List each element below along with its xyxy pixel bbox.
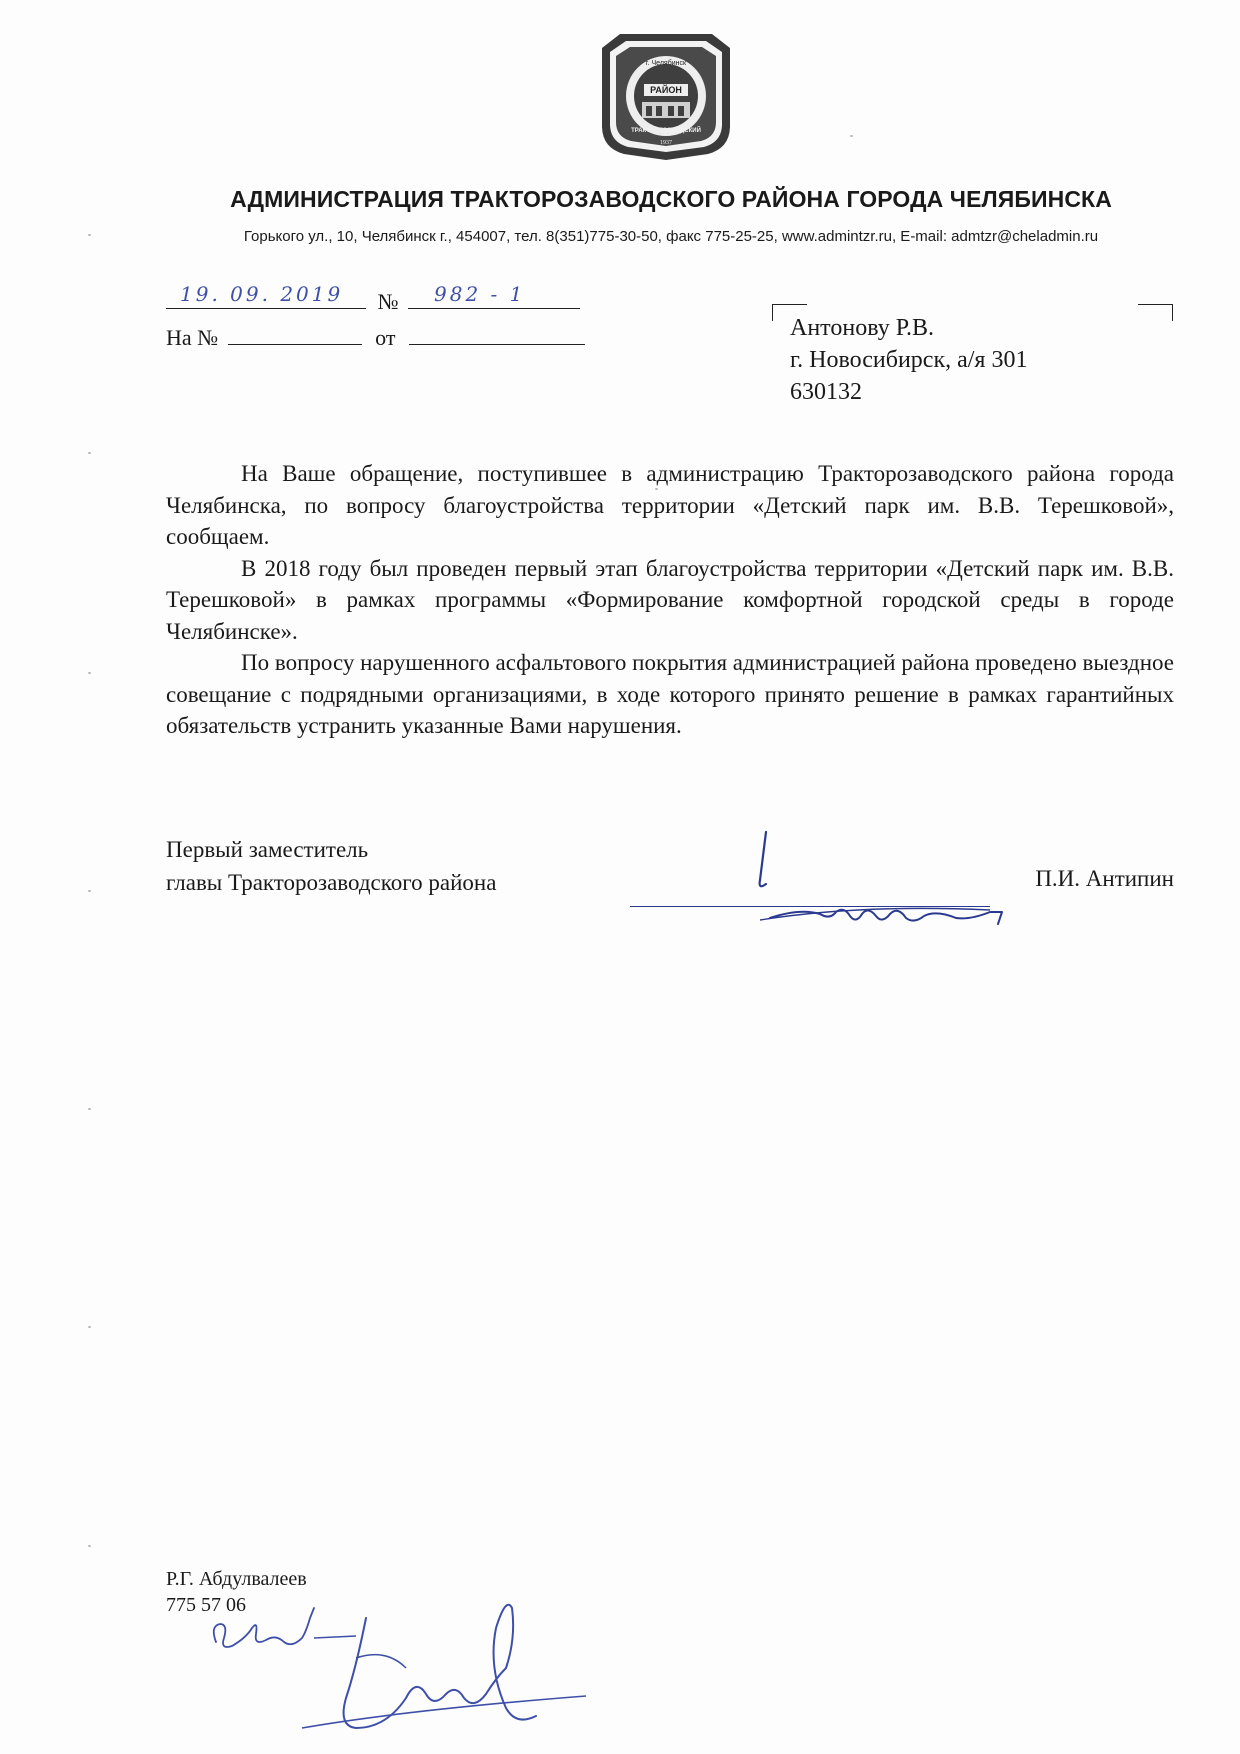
letter-body xyxy=(166,458,1174,742)
handwritten-number: 982 - 1 xyxy=(434,282,526,306)
signer-position-line2: главы Тракторозаводского района xyxy=(166,870,497,895)
scan-speck xyxy=(88,452,91,454)
body-paragraph: В 2018 году был проведен первый этап благоустройства территории «Детский парк им. В.В. Терешковой» в рамках программы «Формирование комфортной городской среды в городе Челябинске». xyxy=(166,555,1174,644)
scan-speck xyxy=(655,488,658,490)
signer-name: П.И. Антипин xyxy=(1035,866,1174,891)
reference-label: На № xyxy=(166,325,219,350)
district-emblem xyxy=(596,30,736,162)
addressee-address: г. Новосибирск, а/я 301 xyxy=(790,347,1028,373)
emblem-year-text: 1937 xyxy=(660,140,672,146)
body-paragraph: На Ваше обращение, поступившее в администрацию Тракторозаводского района города Челябинска, по вопросу благоустройства территории «Детский парк им. В.В. Терешковой», сообщаем. xyxy=(166,461,1174,549)
emblem-district-text: РАЙОН xyxy=(650,85,682,95)
scan-speck xyxy=(88,1326,91,1328)
scan-speck xyxy=(88,234,91,236)
registration-date-line xyxy=(166,282,580,315)
reference-number-field xyxy=(228,322,362,345)
executor-phone: 775 57 06 xyxy=(166,1594,246,1616)
signer-position xyxy=(166,833,496,899)
scan-speck xyxy=(88,1545,91,1547)
addressee-name: Антонову Р.В. xyxy=(790,315,935,341)
reference-from-label: от xyxy=(375,325,396,350)
scan-speck xyxy=(850,135,853,137)
body-paragraph: По вопросу нарушенного асфальтового покрытия администрацией района проведено выездное совещание с подрядными организациями, в ходе которого принято решение в рамках гарантийных обязательств устранить указанные Вами нарушения. xyxy=(166,650,1174,738)
addressee-block xyxy=(790,312,1027,408)
reference-date-field xyxy=(409,322,585,345)
addressee-corner-right xyxy=(1138,304,1173,321)
organization-contacts: Горького ул., 10, Челябинск г., 454007, тел. 8(351)775-30-50, факс 775-25-25, www.admintzr.ru, E-mail: admtzr@cheladmin.ru xyxy=(243,228,1099,245)
scan-speck xyxy=(88,672,91,674)
emblem-name-text: ТРАКТОРОЗАВОДСКИЙ xyxy=(631,128,701,134)
number-label: № xyxy=(377,289,399,314)
handwritten-date: 19. 09. 2019 xyxy=(180,282,344,306)
number-field xyxy=(408,282,580,309)
organization-title: АДМИНИСТРАЦИЯ ТРАКТОРОЗАВОДСКОГО РАЙОНА ГОРОДА ЧЕЛЯБИНСКА xyxy=(230,186,1112,212)
emblem-city-text: г. Челябинск xyxy=(645,60,687,67)
executor-name: Р.Г. Абдулвалеев xyxy=(166,1568,307,1590)
executor-handwritten-signatures xyxy=(206,1598,626,1748)
signer-position-line1: Первый заместитель xyxy=(166,837,369,862)
scan-speck xyxy=(88,1108,91,1110)
reference-line xyxy=(166,322,585,351)
scan-speck xyxy=(88,890,91,892)
handwritten-signature xyxy=(740,820,1010,935)
date-field xyxy=(166,282,366,309)
addressee-postcode: 630132 xyxy=(790,379,862,405)
